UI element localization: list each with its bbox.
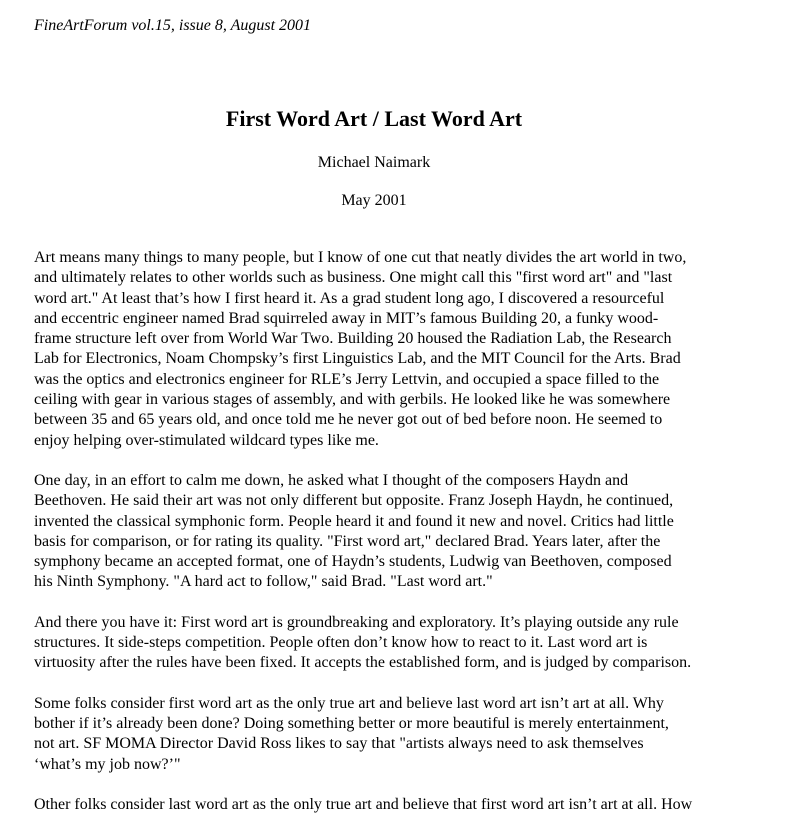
text-line: Lab for Electronics, Noam Chompsky’s first Linguistics Lab, and the MIT Council for the Arts. Brad [34, 350, 681, 368]
text-line: between 35 and 65 years old, and once told me he never got out of bed before noon. He seemed to [34, 411, 663, 429]
text-line: was the optics and electronics engineer for RLE’s Jerry Lettvin, and occupied a space filled to the [34, 370, 660, 388]
text-line: not art. SF MOMA Director David Ross likes to say that "artists always need to ask themselves [34, 735, 644, 753]
text-line: Some folks consider first word art as the only true art and believe last word art isn’t art at all. Why [34, 694, 664, 712]
text-line: ‘what’s my job now?’" [34, 755, 181, 773]
text-line: Beethoven. He said their art was not only different but opposite. Franz Joseph Haydn, he continued, [34, 492, 674, 510]
paragraph [34, 471, 774, 593]
text-line: and ultimately relates to other worlds such as business. One might call this "first word art" and "last [34, 269, 673, 287]
text-line: and eccentric engineer named Brad squirreled away in MIT’s famous Building 20, a funky wood- [34, 309, 659, 327]
text-line: invented the classical symphonic form. People heard it and found it new and novel. Critics had little [34, 512, 674, 530]
text-line: word art." At least that’s how I first heard it. As a grad student long ago, I discovered a resourceful [34, 289, 665, 307]
text-line: One day, in an effort to calm me down, he asked what I thought of the composers Haydn and [34, 471, 629, 489]
text-line: And there you have it: First word art is groundbreaking and exploratory. It’s playing outside any rule [34, 613, 679, 631]
text-line: structures. It side-steps competition. People often don’t know how to react to it. Last word art is [34, 634, 648, 652]
text-line: ceiling with gear in various stages of assembly, and with gerbils. He looked like he was somewhere [34, 391, 671, 409]
text-line: basis for comparison, or for rating its quality. "First word art," declared Brad. Years later, after the [34, 532, 661, 550]
text-line: Other folks consider last word art as the only true art and believe that first word art isn’t art at all. How [34, 795, 693, 813]
article-author: Michael Naimark [317, 154, 431, 171]
text-line: Art means many things to many people, but I know of one cut that neatly divides the art world in two, [34, 249, 687, 266]
article-date: May 2001 [341, 192, 407, 209]
paragraph [34, 694, 774, 775]
text-line: enjoy helping over-stimulated wildcard types like me. [34, 431, 379, 449]
paragraph [34, 248, 774, 451]
paragraph [34, 795, 774, 815]
article-title: First Word Art / Last Word Art [225, 106, 523, 131]
text-line: his Ninth Symphony. "A hard act to follow," said Brad. "Last word art." [34, 573, 493, 591]
paragraph [34, 613, 774, 674]
text-line: bother if it’s already been done? Doing something better or more beautiful is merely entertainment, [34, 714, 669, 732]
text-line: virtuosity after the rules have been fixed. It accepts the established form, and is judged by comparison. [34, 654, 692, 672]
article-body [34, 248, 774, 835]
text-line: frame structure left over from World War Two. Building 20 housed the Radiation Lab, the Research [34, 330, 672, 348]
text-line: symphony became an accepted format, one of Haydn’s students, Ludwig van Beethoven, composed [34, 553, 672, 571]
journal-header: FineArtForum vol.15, issue 8, August 2001 [34, 17, 312, 34]
